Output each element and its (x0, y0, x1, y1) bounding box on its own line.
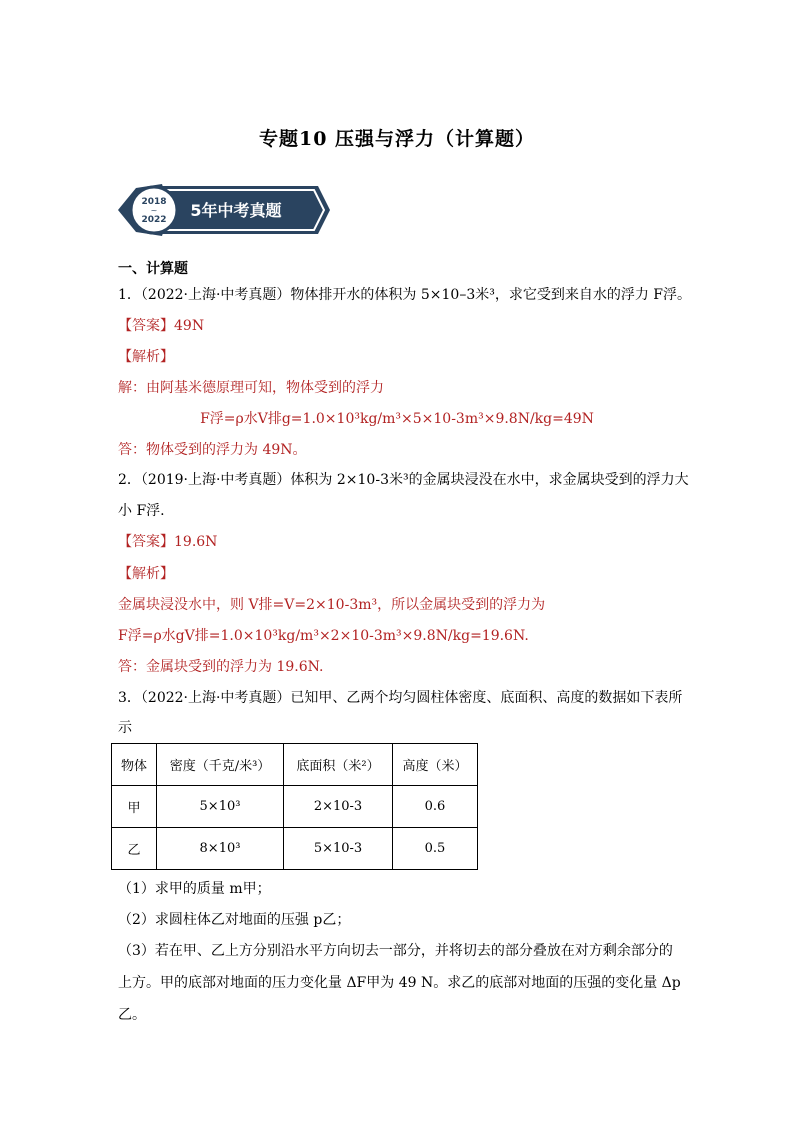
table-cell: 乙 (112, 828, 157, 870)
section-heading: 一、计算题 (118, 261, 188, 277)
q1-conclusion: 答：物体受到的浮力为 49N。 (118, 442, 307, 458)
table-cell: 5×10³ (157, 786, 284, 828)
q1-answer: 49N (174, 318, 205, 334)
q2-analysis-tag: 【解析】 (118, 566, 174, 582)
q1-answer-tag: 【答案】 (118, 318, 174, 334)
question-2-text-line2: 小 F浮. (118, 503, 165, 519)
table-header-cell: 密度（千克/米³） (157, 744, 284, 786)
table-row (112, 828, 478, 870)
banner-years-sep: ~ (150, 206, 158, 215)
question-3-text-line2: 示 (118, 720, 132, 736)
q2-conclusion: 答：金属块受到的浮力为 19.6N. (118, 659, 324, 675)
table-row (112, 786, 478, 828)
question-3-text-line1: 3．（2022·上海·中考真题）已知甲、乙两个均匀圆柱体密度、底面积、高度的数据如下表所 (118, 690, 683, 706)
table-cell: 0.5 (393, 828, 478, 870)
table-cell: 2×10-3 (284, 786, 393, 828)
q3-subquestion-3-line1: （3）若在甲、乙上方分别沿水平方向切去一部分，并将切去的部分叠放在对方剩余部分的 (118, 943, 673, 959)
table-cell: 0.6 (393, 786, 478, 828)
data-table (111, 743, 478, 870)
q3-subquestion-3-line2: 上方。甲的底部对地面的压力变化量 ΔF甲为 49 N。求乙的底部对地面的压强的变化量 Δp (118, 975, 681, 991)
table-cell: 8×10³ (157, 828, 284, 870)
q3-subquestion-3-line3: 乙。 (118, 1007, 146, 1023)
q1-solution-line: 解：由阿基米德原理可知，物体受到的浮力 (118, 380, 384, 396)
question-2-text-line1: 2．（2019·上海·中考真题）体积为 2×10-3米³的金属块浸没在水中，求金属块受到的浮力大 (118, 472, 689, 488)
q3-subquestion-1: （1）求甲的质量 m甲； (118, 881, 271, 897)
table-cell: 5×10-3 (284, 828, 393, 870)
table-header-cell: 底面积（米²） (284, 744, 393, 786)
q1-solution-formula: F浮=ρ水V排g=1.0×10³kg/m³×5×10-3m³×9.8N/kg=49N (200, 411, 594, 427)
table-header-cell: 物体 (112, 744, 157, 786)
q2-answer-tag: 【答案】 (118, 534, 174, 550)
q3-subquestion-2: （2）求圆柱体乙对地面的压强 p乙； (118, 912, 351, 928)
q2-answer: 19.6N (174, 534, 218, 550)
banner-years-top: 2018 (141, 197, 167, 207)
page-title: 专题10 压强与浮力（计算题） (258, 128, 536, 150)
banner-years-bottom: 2022 (141, 215, 167, 225)
table-cell: 甲 (112, 786, 157, 828)
q2-solution-line1: 金属块浸没水中，则 V排=V=2×10-3m³，所以金属块受到的浮力为 (118, 597, 546, 613)
table-header-row (112, 744, 478, 786)
table-header-cell: 高度（米） (393, 744, 478, 786)
q1-analysis-tag: 【解析】 (118, 349, 174, 365)
q2-solution-line2: F浮=ρ水gV排=1.0×10³kg/m³×2×10-3m³×9.8N/kg=19.6N. (118, 628, 529, 644)
question-1-text: 1．（2022·上海·中考真题）物体排开水的体积为 5×10–3米³，求它受到来自水的浮力 F浮。 (118, 287, 692, 303)
banner-label: 5年中考真题 (190, 201, 282, 220)
five-year-exam-banner (118, 180, 330, 240)
